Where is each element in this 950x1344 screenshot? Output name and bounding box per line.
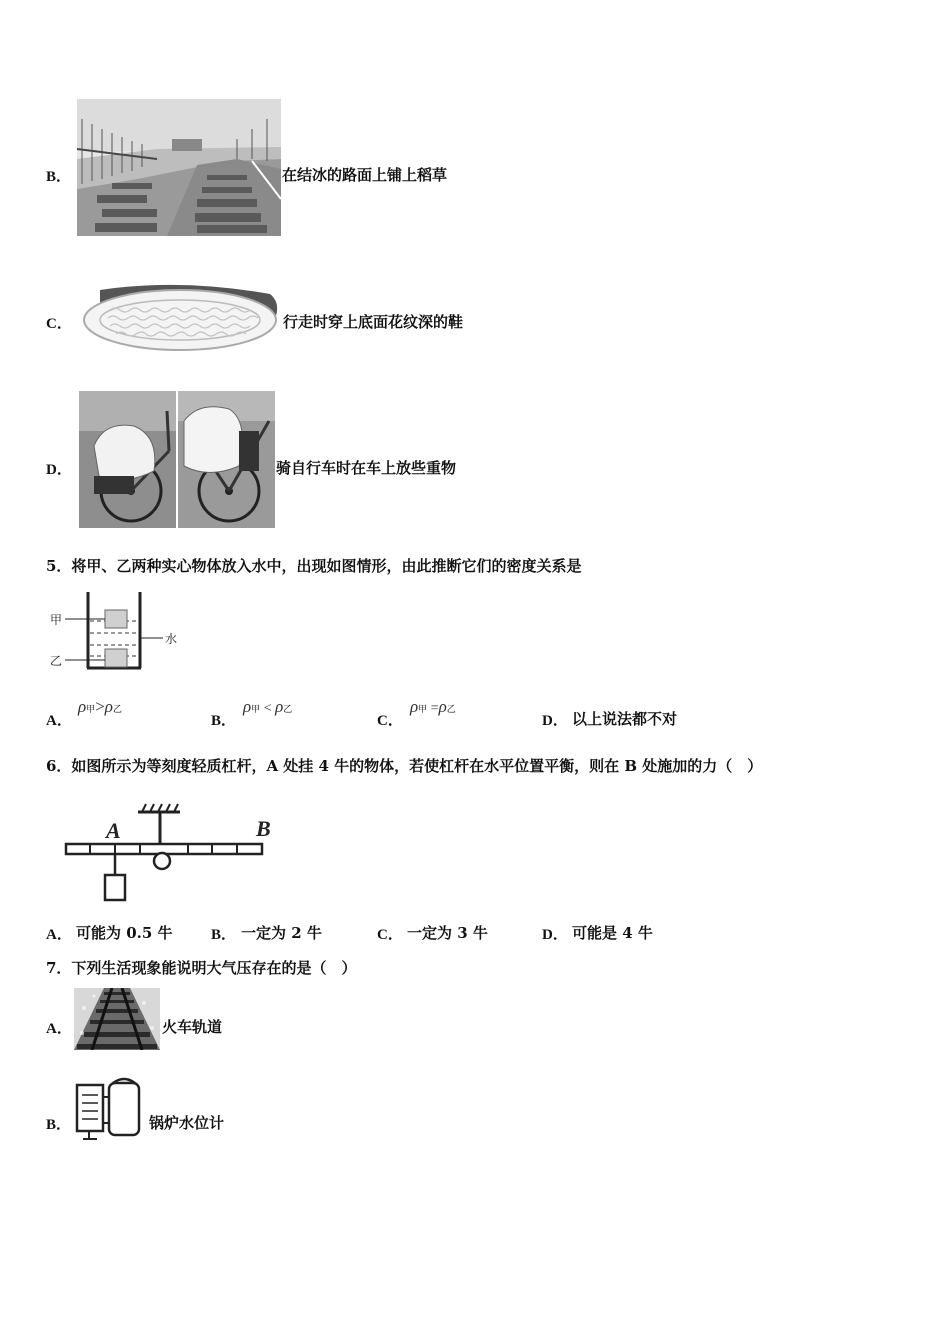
option-text: 以上说法都不对 [572,710,678,728]
label-water: 水 [165,632,178,646]
option-text: 一定为 2 牛 [241,924,322,942]
option-text: 火车轨道 [162,1018,223,1036]
option-label: A． [46,927,72,943]
option-label: C． [377,927,403,943]
option-label: B． [46,169,72,185]
question-6: 6．如图所示为等刻度轻质杠杆，A 处挂 4 牛的物体，若使杠杆在水平位置平衡，则在 B 处施加的力（ ） [46,757,763,775]
label-b: B [256,816,271,841]
question-7: 7．下列生活现象能说明大气压存在的是（ ） [46,959,357,977]
option-a-formula: ρ甲>ρ乙 [78,697,122,716]
option-label: C． [377,713,403,729]
option-label: B． [211,927,237,943]
option-text: 可能是 4 牛 [572,924,653,942]
option-text: 锅炉水位计 [149,1114,225,1132]
boiler-gauge-figure [73,1075,147,1141]
option-label: B． [46,1117,72,1133]
option-text: 行走时穿上底面花纹深的鞋 [283,313,464,331]
option-label: C． [46,316,72,332]
lever-figure [60,800,280,906]
option-label: B． [211,713,237,729]
option-b-formula: ρ甲 < ρ乙 [243,697,293,716]
railway-photo [74,988,160,1050]
label-jia: 甲 [50,613,63,627]
option-label: A． [46,1021,72,1037]
option-label: D． [46,462,72,478]
label-yi: 乙 [50,654,63,668]
option-text: 在结冰的路面上铺上稻草 [282,166,448,184]
option-label: A． [46,713,72,729]
bicycle-photo [79,391,275,528]
option-c-formula: ρ甲 =ρ乙 [410,697,456,716]
density-figure [48,588,188,673]
option-text: 可能为 0.5 牛 [76,924,173,942]
icy-road-photo [77,99,281,236]
option-text: 骑自行车时在车上放些重物 [276,459,457,477]
shoe-sole-photo [80,280,282,354]
option-text: 一定为 3 牛 [407,924,488,942]
option-label: D． [542,927,568,943]
question-5: 5．将甲、乙两种实心物体放入水中，出现如图情形，由此推断它们的密度关系是 [46,557,582,575]
label-a: A [106,818,121,843]
option-label: D． [542,713,568,729]
